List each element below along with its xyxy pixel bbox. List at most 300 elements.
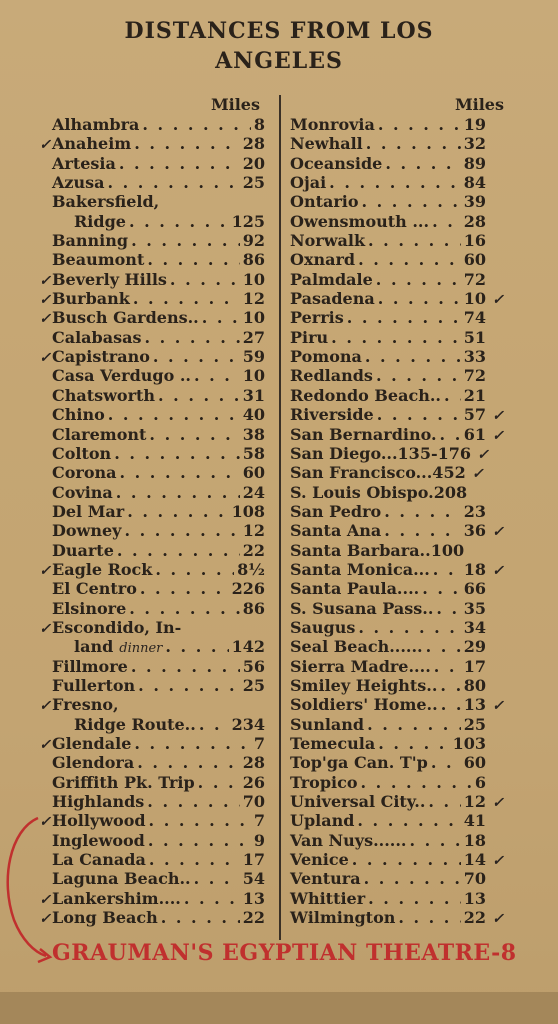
distance-row (290, 405, 510, 424)
distance-row (30, 850, 265, 869)
place-name: Azusa (52, 173, 105, 193)
leader-dots (358, 618, 460, 637)
leader-dots (352, 850, 461, 869)
miles-value: 36 (463, 521, 486, 541)
miles-value: 32 (463, 134, 486, 154)
leader-dots (361, 773, 472, 792)
leader-dots (440, 676, 460, 695)
leader-dots (376, 366, 461, 385)
distance-row (30, 405, 265, 424)
place-name: Redlands (290, 366, 373, 386)
place-name: San Pedro (290, 501, 382, 521)
leader-dots (129, 599, 239, 618)
place-name: Ventura (290, 869, 361, 889)
distance-row (30, 753, 265, 772)
place-name: Palmdale (290, 269, 373, 289)
checkmark-icon: ✓ (39, 311, 51, 328)
place-name: Soldiers' Home.. (290, 695, 438, 715)
leader-dots (158, 386, 240, 405)
distance-row (290, 773, 510, 792)
place-name: Top'ga Can. T'p (290, 753, 428, 773)
place-name: Ridge Route.. (74, 714, 196, 734)
place-name: Claremont (52, 424, 147, 444)
place-name: Fresno, (52, 695, 119, 715)
miles-value: 80 (463, 675, 486, 695)
miles-value: 12 (463, 792, 486, 812)
distance-row (290, 869, 510, 888)
miles-header-left: Miles (210, 95, 260, 114)
place-name: Glendora (52, 753, 135, 773)
leader-dots (142, 115, 250, 134)
leader-dots (199, 715, 229, 734)
right-column (290, 95, 510, 927)
place-name: Casa Verdugo .. (52, 366, 191, 386)
leader-dots (184, 889, 240, 908)
leader-dots (357, 811, 460, 830)
miles-value: 28 (463, 211, 486, 231)
miles-value: 59 (242, 347, 265, 367)
leader-dots (410, 831, 461, 850)
miles-value: 70 (463, 869, 486, 889)
leader-dots (170, 270, 240, 289)
leader-dots (147, 250, 239, 269)
miles-value: 58 (242, 443, 265, 463)
distance-row (290, 463, 510, 482)
leader-dots (137, 753, 240, 772)
checkmark-icon: ✓ (492, 427, 504, 444)
place-name: Oxnard (290, 250, 356, 270)
miles-value: 60 (463, 250, 486, 270)
place-name: Banning (52, 231, 129, 251)
place-name: La Canada (52, 850, 146, 870)
miles-value: 10 (242, 269, 265, 289)
distance-row (290, 502, 510, 521)
place-name: Lankershim.... (52, 888, 181, 908)
leader-dots (378, 734, 449, 753)
leader-dots (368, 889, 461, 908)
leader-dots (426, 637, 461, 656)
miles-value: 20 (242, 153, 265, 173)
miles-value: 142 (231, 637, 265, 657)
miles-value: 28 (242, 753, 265, 773)
leader-dots (144, 328, 239, 347)
place-name: Piru (290, 327, 329, 347)
place-name: San Francisco...452 (290, 463, 466, 483)
leader-dots (378, 115, 461, 134)
leader-dots (198, 773, 240, 792)
leader-dots (441, 695, 461, 714)
place-name: Artesia (52, 153, 116, 173)
place-name: Alhambra (52, 115, 140, 134)
checkmark-icon: ✓ (39, 814, 51, 831)
leader-dots (161, 908, 240, 927)
distance-row (30, 502, 265, 521)
miles-value: 13 (463, 695, 486, 715)
checkmark-icon: ✓ (39, 350, 51, 367)
distance-row (30, 270, 265, 289)
place-name: Ojai (290, 173, 327, 193)
distance-row (290, 560, 510, 579)
place-name: Long Beach (52, 908, 158, 928)
miles-value: 103 (452, 734, 486, 753)
leader-dots (422, 579, 461, 598)
distance-row (290, 831, 510, 850)
place-name: Whittier (290, 888, 366, 908)
leader-dots (120, 463, 240, 482)
checkmark-icon: ✓ (39, 137, 51, 154)
leader-dots (149, 425, 239, 444)
leader-dots (368, 231, 461, 250)
leader-dots (384, 521, 460, 540)
miles-value: 10 (463, 289, 486, 309)
checkmark-icon: ✓ (39, 911, 51, 928)
miles-value: 7 (253, 811, 265, 831)
miles-value: 57 (463, 405, 486, 425)
leader-dots (149, 811, 251, 830)
leader-dots (134, 134, 240, 153)
checkmark-icon: ✓ (39, 891, 51, 908)
leader-dots (129, 212, 229, 231)
distance-row (30, 154, 265, 173)
leader-dots (436, 599, 460, 618)
place-name: Temecula (290, 734, 376, 753)
distance-row (290, 212, 510, 231)
distance-row (290, 734, 510, 753)
place-name: Chino (52, 405, 105, 425)
distance-row (30, 811, 265, 830)
leader-dots (444, 386, 461, 405)
distance-row (290, 521, 510, 540)
miles-value: 86 (242, 250, 265, 270)
distance-row (30, 869, 265, 888)
miles-value: 25 (242, 173, 265, 193)
miles-value: 13 (463, 888, 486, 908)
miles-value: 54 (242, 869, 265, 889)
place-name: Pomona (290, 347, 362, 367)
leader-dots (119, 154, 240, 173)
checkmark-icon: ✓ (471, 466, 484, 483)
distance-row (290, 444, 510, 463)
place-name: Redondo Beach.. (290, 385, 441, 405)
miles-value: 17 (242, 850, 265, 870)
distance-row (290, 753, 510, 772)
distance-row (290, 250, 510, 269)
checkmark-icon: ✓ (477, 446, 489, 463)
leader-dots (124, 521, 239, 540)
place-name: Burbank (52, 289, 130, 309)
miles-value: 74 (463, 308, 486, 328)
checkmark-icon: ✓ (39, 698, 51, 715)
leader-dots (140, 579, 229, 598)
place-name: Inglewood (52, 830, 145, 850)
place-name: Owensmouth ... (290, 211, 430, 231)
leader-dots (116, 483, 240, 502)
miles-value: 16 (463, 231, 486, 251)
miles-value: 24 (242, 482, 265, 502)
column-divider (279, 95, 281, 940)
distance-row (30, 618, 265, 637)
bottom-edge (0, 992, 558, 1024)
miles-value: 51 (463, 327, 486, 347)
distance-row (290, 541, 510, 560)
distance-row (290, 889, 510, 908)
miles-value: 60 (242, 463, 265, 483)
miles-value: 86 (242, 598, 265, 618)
place-name: Ridge (74, 211, 126, 231)
place-name: Newhall (290, 134, 363, 154)
miles-value: 6 (474, 772, 486, 792)
distance-row (30, 792, 265, 811)
miles-value: 234 (231, 714, 265, 734)
leader-dots (347, 308, 461, 327)
distance-row (30, 425, 265, 444)
checkmark-icon: ✓ (492, 562, 504, 579)
distance-row (290, 792, 510, 811)
leader-dots (433, 560, 461, 579)
theatre-footer: GRAUMAN'S EGYPTIAN THEATRE-8 (52, 940, 517, 966)
place-name: Elsinore (52, 598, 127, 618)
miles-value: 9 (253, 830, 265, 850)
distance-row (30, 308, 265, 327)
place-name: Corona (52, 463, 117, 483)
checkmark-icon: ✓ (492, 853, 504, 870)
distance-row (30, 908, 265, 927)
distance-row (290, 579, 510, 598)
distance-row (290, 599, 510, 618)
leader-dots (117, 541, 240, 560)
distance-row (290, 134, 510, 153)
miles-value: 35 (463, 598, 486, 618)
distance-row (290, 192, 510, 211)
leader-dots (147, 792, 239, 811)
leader-dots (366, 134, 461, 153)
distance-row (30, 347, 265, 366)
place-name: S. Susana Pass.. (290, 598, 434, 618)
place-name: land (74, 637, 114, 657)
distance-row (290, 173, 510, 192)
miles-value: 23 (463, 501, 486, 521)
leader-dots (153, 347, 240, 366)
distance-row (30, 289, 265, 308)
distance-row (290, 425, 510, 444)
checkmark-icon: ✓ (492, 408, 504, 425)
distance-row (290, 695, 510, 714)
miles-value: 8½ (237, 559, 265, 579)
leader-dots (367, 715, 461, 734)
miles-value: 33 (463, 347, 486, 367)
miles-value: 12 (242, 521, 265, 541)
leader-dots (358, 250, 461, 269)
checkmark-icon: ✓ (492, 292, 504, 309)
place-name: Beaumont (52, 250, 145, 270)
leader-dots (398, 908, 460, 927)
miles-value: 41 (463, 811, 486, 831)
place-name: Downey (52, 521, 122, 541)
distance-row (30, 250, 265, 269)
distance-row (290, 483, 510, 502)
miles-value: 14 (463, 850, 486, 870)
distance-row (30, 831, 265, 850)
place-name: Sunland (290, 714, 365, 734)
place-name: Capistrano (52, 347, 150, 367)
place-name: Busch Gardens.. (52, 308, 199, 328)
place-name: Sierra Madre.... (290, 656, 431, 676)
place-name: Wilmington (290, 908, 396, 928)
leader-dots (149, 850, 240, 869)
distance-row (30, 115, 265, 134)
place-name: Chatsworth (52, 385, 156, 405)
leader-dots (377, 405, 461, 424)
place-name: Glendale (52, 734, 132, 753)
checkmark-icon: ✓ (39, 620, 51, 637)
place-name: Highlands (52, 792, 145, 812)
place-name: Ontario (290, 192, 359, 212)
place-name: Colton (52, 443, 112, 463)
leader-dots (194, 366, 240, 385)
miles-value: 19 (463, 115, 486, 134)
distance-row (30, 773, 265, 792)
miles-value: 8 (253, 115, 265, 134)
place-name: Oceanside (290, 153, 383, 173)
leader-dots (365, 347, 461, 366)
miles-value: 40 (242, 405, 265, 425)
place-name: Fillmore (52, 656, 128, 676)
leader-dots (362, 192, 461, 211)
distance-row (290, 618, 510, 637)
place-name: Beverly Hills (52, 269, 167, 289)
miles-value: 89 (463, 153, 486, 173)
leader-dots (127, 502, 228, 521)
miles-value: 17 (463, 656, 486, 676)
distance-row (290, 231, 510, 250)
place-name: Santa Barbara..100 (290, 540, 465, 560)
place-name: Seal Beach...... (290, 637, 423, 657)
distance-row (290, 908, 510, 927)
distance-row (30, 541, 265, 560)
distance-row (290, 328, 510, 347)
place-name: S. Louis Obispo.208 (290, 482, 468, 502)
place-name: Hollywood (52, 811, 146, 831)
distance-row (30, 734, 265, 753)
miles-value: 125 (231, 211, 265, 231)
place-name: Covina (52, 482, 113, 502)
leader-dots (384, 502, 461, 521)
distance-row (290, 850, 510, 869)
distance-row (30, 676, 265, 695)
place-name: Monrovia (290, 115, 375, 134)
place-name: Pasadena (290, 289, 375, 309)
place-name: San Diego...135-176 (290, 443, 471, 463)
place-name: El Centro (52, 579, 137, 599)
leader-dots (385, 154, 460, 173)
distance-row (30, 889, 265, 908)
miles-value: 10 (242, 366, 265, 386)
leader-dots (202, 308, 240, 327)
distance-row (30, 657, 265, 676)
leader-dots (165, 637, 228, 656)
place-name: Santa Ana (290, 521, 382, 541)
distance-row (290, 154, 510, 173)
miles-value: 18 (463, 559, 486, 579)
distance-row (30, 463, 265, 482)
distance-row (30, 134, 265, 153)
miles-value: 12 (242, 289, 265, 309)
distance-row (30, 366, 265, 385)
checkmark-icon: ✓ (39, 292, 51, 309)
place-name: Griffith Pk. Trip (52, 772, 195, 792)
handwritten-note: dinner (119, 641, 163, 657)
place-name: Universal City.. (290, 792, 426, 812)
distance-row (290, 289, 510, 308)
place-name: San Bernardino. (290, 424, 437, 444)
leader-dots (431, 753, 461, 772)
place-name: Perris (290, 308, 344, 328)
distance-row (30, 695, 265, 714)
miles-value: 22 (242, 908, 265, 928)
leader-dots (376, 270, 461, 289)
miles-value: 7 (253, 734, 265, 753)
place-name: Santa Paula.... (290, 579, 420, 599)
miles-value: 26 (242, 772, 265, 792)
leader-dots (134, 734, 250, 753)
miles-value: 31 (242, 385, 265, 405)
miles-value: 72 (463, 269, 486, 289)
distance-row (290, 657, 510, 676)
miles-value: 22 (463, 908, 486, 928)
miles-value: 108 (231, 501, 265, 521)
distance-row (30, 173, 265, 192)
miles-value: 29 (463, 637, 486, 657)
place-name: Van Nuys...... (290, 830, 407, 850)
distance-row (290, 676, 510, 695)
miles-header-right: Miles (454, 95, 504, 114)
leader-dots (432, 212, 461, 231)
checkmark-icon: ✓ (492, 795, 504, 812)
leader-dots (434, 657, 461, 676)
distance-row (290, 637, 510, 656)
distance-row (290, 715, 510, 734)
miles-value: 61 (463, 424, 486, 444)
leader-dots (131, 657, 240, 676)
miles-value: 226 (231, 579, 265, 599)
miles-value: 10 (242, 308, 265, 328)
leader-dots (138, 676, 240, 695)
card-title: DISTANCES FROM LOS ANGELES (124, 18, 434, 74)
distance-row (290, 308, 510, 327)
distance-row (30, 386, 265, 405)
checkmark-icon: ✓ (39, 272, 51, 289)
leader-dots (108, 173, 240, 192)
distance-row (30, 328, 265, 347)
miles-value: 60 (463, 753, 486, 773)
distance-row (30, 560, 265, 579)
miles-value: 39 (463, 192, 486, 212)
miles-value: 27 (242, 327, 265, 347)
distance-row (290, 270, 510, 289)
distance-row (30, 231, 265, 250)
red-arrow-icon (0, 810, 60, 970)
checkmark-icon: ✓ (492, 698, 504, 715)
checkmark-icon: ✓ (39, 562, 51, 579)
distance-row (30, 715, 265, 734)
miles-value: 34 (463, 617, 486, 637)
miles-value: 28 (242, 134, 265, 154)
miles-value: 38 (242, 424, 265, 444)
leader-dots (331, 328, 461, 347)
place-name: Fullerton (52, 675, 136, 695)
leader-dots (155, 560, 234, 579)
leader-dots (329, 173, 461, 192)
